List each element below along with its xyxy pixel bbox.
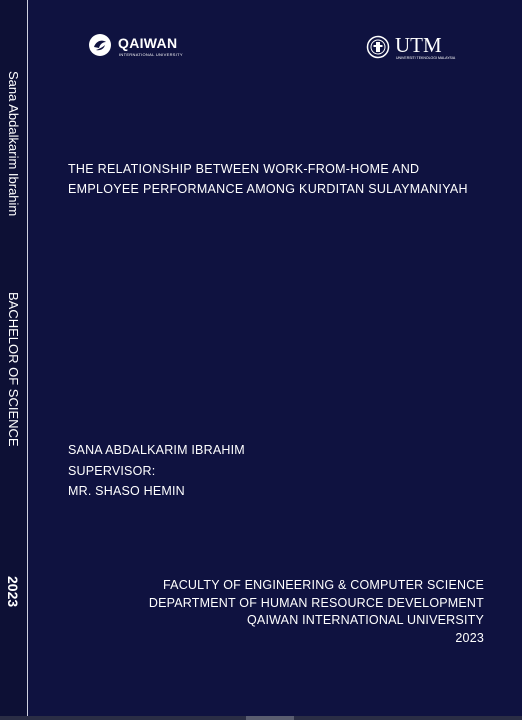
faculty-name: FACULTY OF ENGINEERING & COMPUTER SCIENCE <box>163 578 484 592</box>
supervisor-label: SUPERVISOR: <box>68 463 156 478</box>
author-block <box>68 440 245 502</box>
publication-year: 2023 <box>455 630 484 645</box>
utm-name: UTM <box>395 33 442 57</box>
qaiwan-emblem-icon <box>88 33 112 57</box>
title-line-1: THE RELATIONSHIP BETWEEN WORK-FROM-HOME AND <box>68 162 420 176</box>
qaiwan-subtitle: INTERNATIONAL UNIVERSITY <box>119 52 183 57</box>
qaiwan-name: QAIWAN <box>118 35 178 51</box>
thesis-title <box>68 159 468 199</box>
utm-crest-icon <box>366 35 390 59</box>
spine-degree: BACHELOR OF SCIENCE <box>6 292 21 447</box>
institution-block <box>149 577 484 647</box>
page-bottom-edge <box>0 716 522 720</box>
spine-author: Sana Abdalkarim Ibrahim <box>6 71 21 217</box>
utm-subtitle: UNIVERSITI TEKNOLOGI MALAYSIA <box>396 56 456 60</box>
utm-logo <box>366 33 456 63</box>
spine-year: 2023 <box>5 576 21 608</box>
title-line-2: EMPLOYEE PERFORMANCE AMONG KURDITAN SULAYMANIYAH <box>68 182 468 196</box>
university-name: QAIWAN INTERNATIONAL UNIVERSITY <box>246 613 484 627</box>
scrollbar-thumb[interactable] <box>246 716 294 720</box>
supervisor-name: MR. SHASO HEMIN <box>68 484 185 498</box>
qaiwan-logo <box>88 33 198 61</box>
department-name: DEPARTMENT OF HUMAN RESOURCE DEVELOPMENT <box>148 595 484 610</box>
book-spine <box>0 0 28 716</box>
author-name: SANA ABDALKARIM IBRAHIM <box>68 443 245 457</box>
